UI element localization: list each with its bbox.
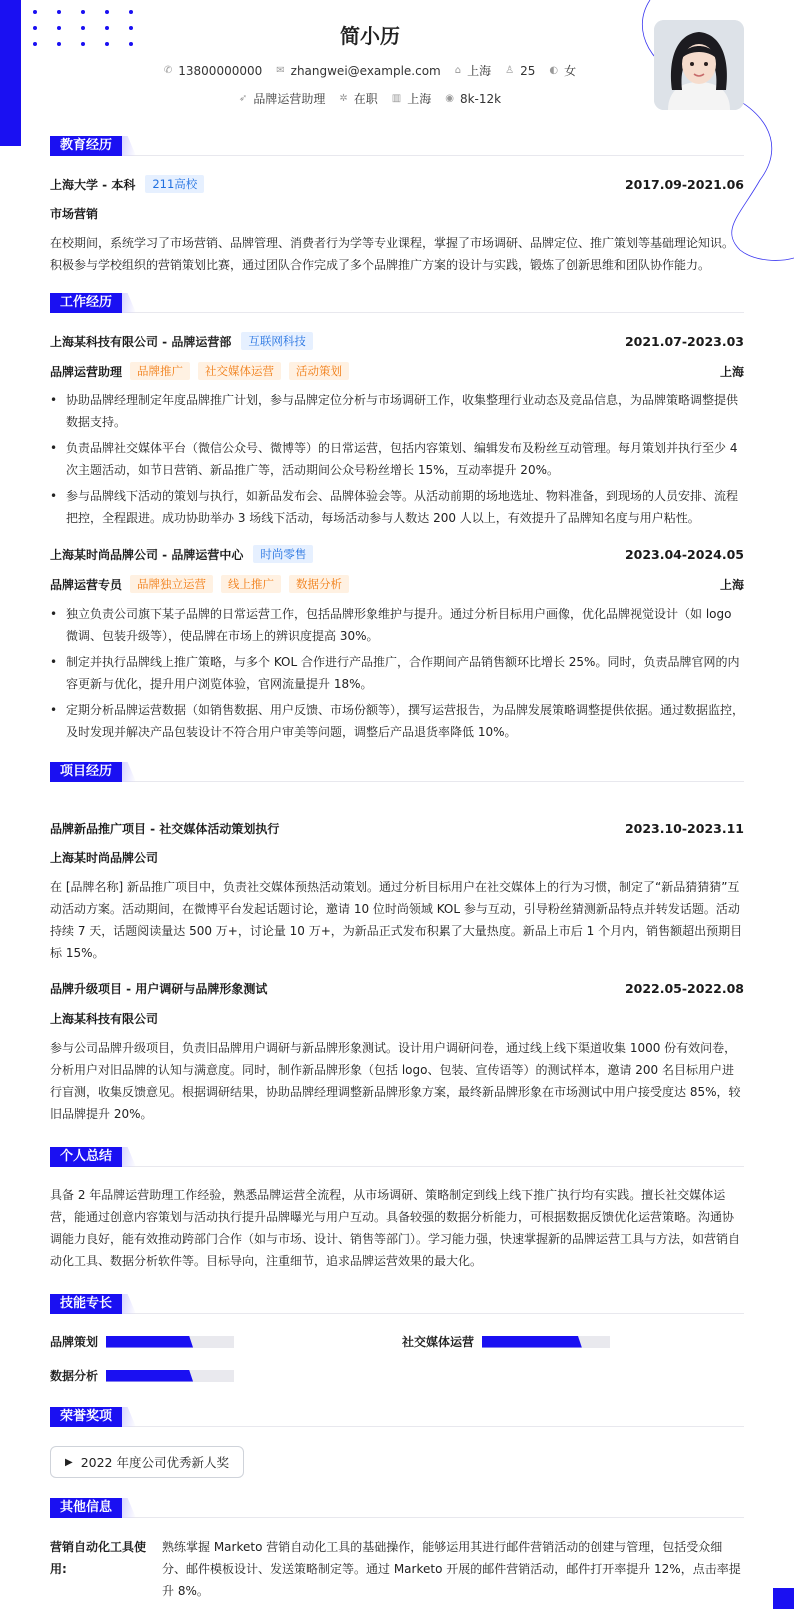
major: 市场营销 <box>50 207 99 221</box>
education-date: 2017.09-2021.06 <box>624 176 744 192</box>
contact-location: ⌂ 上海 <box>454 64 492 78</box>
avatar-portrait-icon <box>654 20 744 110</box>
list-item: • 协助品牌经理制定年度品牌推广计划，参与品牌定位分析与市场调研工作，收集整理行业动态及竞品信息，为品牌策略调整提供数据支持。 <box>50 389 744 433</box>
skill-tag: 品牌推广 <box>130 362 190 380</box>
school-name: 上海大学 - 本科 <box>50 177 136 192</box>
section-title: 个人总结 <box>50 1147 122 1167</box>
avatar <box>654 20 744 110</box>
intent-status: ✲ 在职 <box>339 92 378 106</box>
contact-info-row <box>0 62 740 79</box>
skill-item <box>402 1333 610 1350</box>
triangle-right-icon: ▶ <box>65 1456 73 1468</box>
section-summary <box>50 1147 744 1167</box>
skill-name: 数据分析 <box>50 1369 99 1383</box>
project-company: 上海某科技有限公司 <box>50 1012 159 1026</box>
work-bullets <box>50 603 744 747</box>
skill-tag: 数据分析 <box>289 575 349 593</box>
section-work <box>50 293 744 313</box>
contact-age: ♙ 25 <box>505 63 536 78</box>
work-date: 2021.07-2023.03 <box>624 333 744 349</box>
project-company-row <box>50 849 744 866</box>
section-projects <box>50 762 744 782</box>
project-company-row <box>50 1010 744 1027</box>
contact-phone: ✆ 13800000000 <box>163 63 263 78</box>
contact-email: ✉ zhangwei@example.com <box>276 63 441 78</box>
mail-icon: ✉ <box>276 65 285 76</box>
project-date: 2023.10-2023.11 <box>624 821 744 836</box>
work-role-row <box>50 575 744 593</box>
work-header <box>50 332 744 350</box>
section-other <box>50 1498 744 1518</box>
list-item: • 定期分析品牌运营数据（如销售数据、用户反馈、市场份额等），撰写运营报告，为品牌发展策略调整提供依据。通过数据监控，及时发现并解决产品包装设计不符合用户审美等问题，调整后产品退货率降低 10%。 <box>50 699 744 743</box>
intent-position: ➶ 品牌运营助理 <box>238 92 326 106</box>
job-role: 品牌运营助理 <box>50 364 123 379</box>
home-icon: ⌂ <box>454 65 462 76</box>
section-title: 教育经历 <box>50 136 122 156</box>
skill-level-fill <box>106 1336 193 1348</box>
industry-tag: 时尚零售 <box>253 545 313 563</box>
education-header <box>50 175 744 193</box>
project-date: 2022.05-2022.08 <box>624 981 744 996</box>
section-title: 工作经历 <box>50 293 122 313</box>
intent-salary: ◉ 8k-12k <box>445 91 502 106</box>
work-city: 上海 <box>719 364 744 379</box>
other-info-text: 熟练掌握 Marketo 营销自动化工具的基础操作，能够运用其进行邮件营销活动的创建与管理，包括受众细分、邮件模板设计、发送策略制定等。通过 Marketo 开展的邮件营销活动，邮件打开率提升 12%，点击率提升 8%。 <box>162 1540 741 1598</box>
skill-level-fill <box>106 1370 193 1382</box>
work-bullets <box>50 389 744 533</box>
skill-item <box>50 1367 234 1384</box>
company-name: 上海某时尚品牌公司 - 品牌运营中心 <box>50 547 244 562</box>
skill-tag: 活动策划 <box>289 362 349 380</box>
summary-text: 具备 2 年品牌运营助理工作经验，熟悉品牌运营全流程，从市场调研、策略制定到线上线下推广执行均有实践。擅长社交媒体运营，能通过创意内容策划与活动执行提升品牌曝光与用户互动。具备较强的数据分析能力，可根据数据反馈优化运营策略。沟通协调能力良好，能有效推动跨部门合作（如与市场、设计、销售等部门）。学习能力强，快速掌握新的品牌运营工具与方法，如营销自动化工具、数据分析软件等。目标导向，注重细节，追求品牌运营效果的最大化。 <box>50 1188 741 1268</box>
project-description: 参与公司品牌升级项目，负责旧品牌用户调研与新品牌形象测试。设计用户调研问卷，通过线上线下渠道收集 1000 份有效问卷，分析用户对旧品牌的认知与满意度。同时，制作新品牌形象（包括 logo、包装、宣传语等）的测试样本，邀请 200 名目标用户进行盲测，收集反馈意见。根据调研结果，协助品牌经理调整新品牌形象方案，最终新品牌形象在市场测试中用户接受度达 85%，较旧品牌提升 20%。 <box>50 1041 741 1121</box>
company-name: 上海某科技有限公司 - 品牌运营部 <box>50 334 232 349</box>
salary-icon: ◉ <box>445 93 454 104</box>
list-item: • 独立负责公司旗下某子品牌的日常运营工作，包括品牌形象维护与提升。通过分析目标用户画像，优化品牌视觉设计（如 logo 微调、包装升级等），使品牌在市场上的辨识度提高 30%。 <box>50 603 744 647</box>
job-intent-row <box>0 90 740 107</box>
resume-name: 简小历 <box>340 24 400 48</box>
section-title: 其他信息 <box>50 1498 122 1518</box>
section-skills <box>50 1294 744 1314</box>
age-icon: ♙ <box>505 65 515 76</box>
skill-tag: 品牌独立运营 <box>130 575 213 593</box>
list-item: • 制定并执行品牌线上推广策略，与多个 KOL 合作进行产品推广，合作期间产品销售额环比增长 25%。同时，负责品牌官网的内容更新与优化，提升用户浏览体验，官网流量提升 18%。 <box>50 651 744 695</box>
award-title: 2022 年度公司优秀新人奖 <box>80 1455 229 1470</box>
section-title: 荣誉奖项 <box>50 1407 122 1427</box>
contact-gender: ◐ 女 <box>549 64 577 78</box>
intent-city: ▥ 上海 <box>391 92 432 106</box>
work-city: 上海 <box>719 577 744 592</box>
section-education <box>50 136 744 156</box>
position-icon: ➶ <box>238 93 248 104</box>
award-item[interactable] <box>50 1446 244 1478</box>
work-header <box>50 545 744 563</box>
status-icon: ✲ <box>339 93 348 104</box>
skill-level-track <box>106 1336 234 1348</box>
section-title: 项目经历 <box>50 762 122 782</box>
project-name: 品牌升级项目 - 用户调研与品牌形象测试 <box>50 982 268 996</box>
work-role-row <box>50 362 744 380</box>
project-description: 在 [品牌名称] 新品推广项目中，负责社交媒体预热活动策划。通过分析目标用户在社交媒体上的行为习惯，制定了“新品猜猜猜”互动活动方案。活动期间，在微博平台发起话题讨论，邀请 10 位时尚领域 KOL 参与互动，引导粉丝猜测新品特点并转发话题。活动持续 7 天，话题阅读量达 500 万+，讨论量 10 万+，为新品正式发布积累了大量热度。新品上市后 1 个月内，销售额超出预期目标 15%。 <box>50 880 743 960</box>
section-awards <box>50 1407 744 1427</box>
other-info-label: 营销自动化工具使用: <box>50 1540 147 1576</box>
job-role: 品牌运营专员 <box>50 577 123 592</box>
project-company: 上海某时尚品牌公司 <box>50 851 159 865</box>
project-header <box>50 980 744 997</box>
skill-tag: 线上推广 <box>221 575 281 593</box>
skill-name: 品牌策划 <box>50 1335 99 1349</box>
work-date: 2023.04-2024.05 <box>624 546 744 562</box>
skill-level-track <box>482 1336 610 1348</box>
school-tag: 211高校 <box>145 175 204 193</box>
phone-icon: ✆ <box>163 65 173 76</box>
skill-level-track <box>106 1370 234 1382</box>
decorative-corner-bar <box>773 1588 794 1609</box>
education-description: 在校期间，系统学习了市场营销、品牌管理、消费者行为学等专业课程，掌握了市场调研、品牌定位、推广策划等基础理论知识。积极参与学校组织的营销策划比赛，通过团队合作完成了多个品牌推广方案的设计与实践，锻炼了创新思维和团队协作能力。 <box>50 236 735 272</box>
list-item: • 负责品牌社交媒体平台（微信公众号、微博等）的日常运营，包括内容策划、编辑发布及粉丝互动管理。每月策划并执行至少 4 次主题活动，如节日营销、新品推广等，活动期间公众号粉丝增长 15%，互动率提升 20%。 <box>50 437 744 481</box>
industry-tag: 互联网科技 <box>241 332 313 350</box>
project-name: 品牌新品推广项目 - 社交媒体活动策划执行 <box>50 822 280 836</box>
skill-name: 社交媒体运营 <box>402 1335 475 1349</box>
education-major-row <box>50 205 744 222</box>
city-icon: ▥ <box>391 93 402 104</box>
other-info-row <box>50 1536 744 1602</box>
skill-item <box>50 1333 234 1350</box>
skill-tag: 社交媒体运营 <box>198 362 281 380</box>
skill-level-fill <box>482 1336 582 1348</box>
list-item: • 参与品牌线下活动的策划与执行，如新品发布会、品牌体验会等。从活动前期的场地选址、物料准备，到现场的人员安排、流程把控，全程跟进。成功协助举办 3 场线下活动，每场活动参与人数达 200 人以上，有效提升了品牌知名度与用户粘性。 <box>50 485 744 529</box>
gender-icon: ◐ <box>549 65 559 76</box>
project-header <box>50 820 744 837</box>
section-title: 技能专长 <box>50 1294 122 1314</box>
